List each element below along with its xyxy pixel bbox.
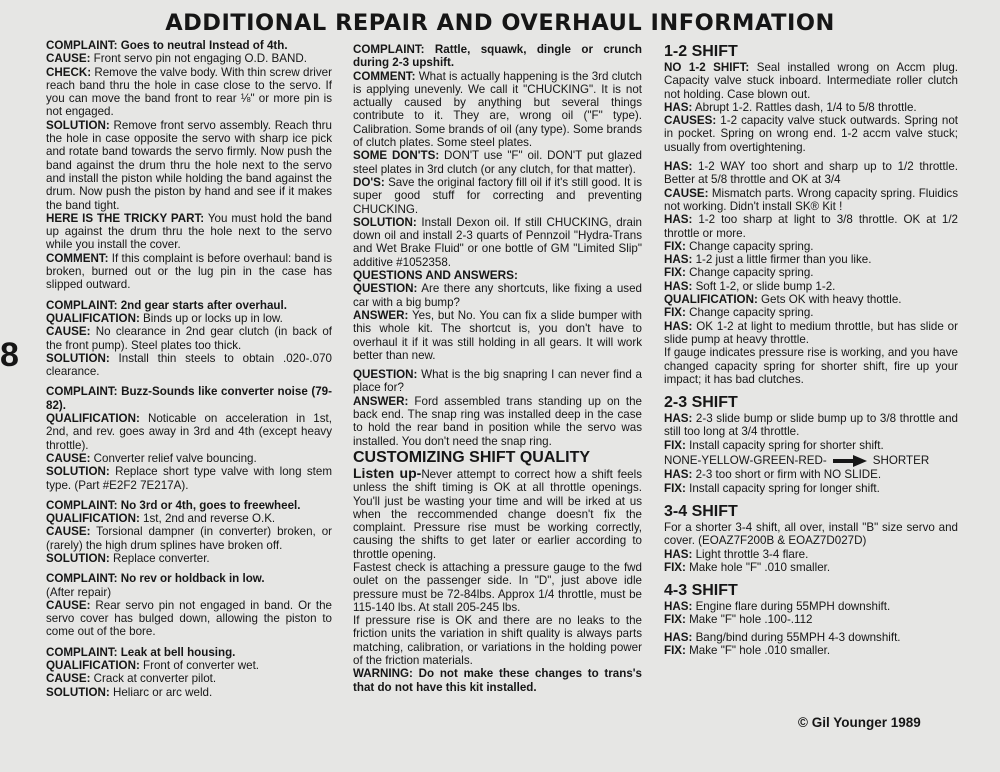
- fix-line: [664, 240, 958, 253]
- qualification-label: QUALIFICATION:: [46, 512, 140, 526]
- fix-line: [664, 644, 958, 657]
- fix-line: [664, 482, 958, 495]
- has-line: [664, 412, 958, 439]
- complaint-rattle-block: [353, 43, 642, 269]
- tricky-part-text: You must hold the band up against the drum thru the hole next to the servo while you install the cover.: [46, 211, 332, 252]
- complaint-line: [46, 572, 332, 585]
- has-line: [664, 280, 958, 293]
- solution-text: Replace converter.: [109, 551, 210, 565]
- answer-line: [353, 395, 642, 448]
- has-line: [664, 631, 958, 644]
- cause-line: [46, 52, 332, 65]
- complaint-line: [46, 39, 332, 52]
- check-line: [46, 66, 332, 119]
- complaint-text: Leak at bell housing.: [117, 645, 236, 659]
- item-text: Change capacity spring.: [685, 239, 814, 253]
- qualification-line: [46, 512, 332, 525]
- cause-line: [46, 452, 332, 465]
- comment-label: COMMENT:: [46, 251, 109, 265]
- item-label: QUALIFICATION:: [664, 293, 758, 307]
- complaint-text: 2nd gear starts after overhaul.: [117, 298, 287, 312]
- cause-line: [46, 672, 332, 685]
- comment-line: [353, 70, 642, 150]
- qualification-label: QUALIFICATION:: [46, 311, 140, 325]
- solution-label: SOLUTION:: [46, 118, 110, 132]
- solution-line: [46, 352, 332, 379]
- check-text: Remove the valve body. With thin screw driver reach band thru the hole in case close to the servo. If you can move the band front to rear ⅛" or more pin is not engaged.: [46, 65, 332, 119]
- item-label: HAS:: [664, 253, 693, 267]
- after-repair-note: (After repair): [46, 585, 112, 599]
- cause-label: CAUSE:: [46, 672, 91, 686]
- item-label: HAS:: [664, 100, 693, 114]
- item-text: Bang/bind during 55MPH 4-3 downshift.: [692, 630, 901, 644]
- qualification-line: [664, 293, 958, 306]
- shift-3-4-block: [664, 521, 958, 574]
- item-label: HAS:: [664, 412, 693, 426]
- cause-label: CAUSE:: [46, 52, 91, 66]
- fix-line: [664, 439, 958, 452]
- complaint-text: No 3rd or 4th, goes to freewheel.: [117, 498, 301, 512]
- item-text: Change capacity spring.: [685, 266, 814, 280]
- item-label: FIX:: [664, 266, 686, 280]
- cause-line: [46, 325, 332, 352]
- item-text: Gets OK with heavy thottle.: [757, 293, 902, 307]
- check-label: CHECK:: [46, 65, 92, 79]
- solution-text: Install Dexon oil. If still CHUCKING, drain down oil and install 2-3 quarts of Pennzoil "Hydra-Trans and Wet Brake Fluid" or one bottle of GM "Limited Slip" additive #1052358.: [353, 215, 642, 269]
- cause-line: [46, 599, 332, 639]
- question-text: What is the big snapring I can never find a place for?: [353, 368, 642, 395]
- item-label: HAS:: [664, 319, 693, 333]
- comment-text: If this complaint is before overhaul: band is broken, burned out or the lug pin in the case has slipped outward.: [46, 251, 332, 292]
- item-label: HAS:: [664, 547, 693, 561]
- copyright-notice: © Gil Younger 1989: [798, 715, 921, 730]
- answer-text: Ford assembled trans standing up on the back end. The snap ring was installed deep in the case to hold the rear band in position while the servo was installed. You don't need the snap ring.: [353, 394, 642, 448]
- question-line: [353, 368, 642, 395]
- cause-text: No clearance in 2nd gear clutch (in back of the front pump). Steel plates too thick.: [46, 325, 332, 352]
- cause-line: [46, 525, 332, 552]
- tricky-part-line: [46, 212, 332, 252]
- spring-color-scale: [664, 454, 958, 467]
- listen-up-paragraph: [353, 464, 642, 561]
- pressure-rise-paragraph: If pressure rise is OK and there are no leaks to the friction units the variation in shift quality is always parts matching, calibration, or variations in the holding power of the friction materials.: [353, 614, 642, 668]
- comment-text: What is actually happening is the 3rd clutch is applying unevenly. We call it "CHUCKING". It is not actually caused by anything but several things contribute to it. They are, wrong oil ("F" type). Calibration. Some brands of oil (any type). Some brands of clutch plates. Some steel plates.: [353, 69, 642, 150]
- item-label: CAUSE:: [664, 186, 709, 200]
- item-text: Make hole "F" .010 smaller.: [685, 560, 831, 574]
- solution-label: SOLUTION:: [46, 465, 110, 479]
- question-label: QUESTION:: [353, 282, 418, 296]
- no-shift-line: [664, 61, 958, 101]
- arrow-right-icon: [833, 455, 867, 467]
- item-text: Soft 1-2, or slide bump 1-2.: [692, 279, 836, 293]
- has-line: [664, 548, 958, 561]
- complaint-line: [46, 385, 332, 412]
- complaint-leak-block: [46, 646, 332, 699]
- complaint-line: [46, 646, 332, 659]
- question-text: Are there any shortcuts, like fixing a used car with a big bump?: [353, 282, 642, 309]
- customizing-block: [353, 464, 642, 694]
- question-label: QUESTION:: [353, 368, 418, 382]
- item-text: Mismatch parts. Wrong capacity spring. Fluidics not working. Didn't install SK® Kit !: [664, 186, 958, 213]
- complaint-neutral-block: [46, 39, 332, 292]
- cause-label: CAUSE:: [46, 525, 91, 539]
- complaint-text: Goes to neutral Instead of 4th.: [117, 39, 288, 52]
- customizing-shift-quality-heading: CUSTOMIZING SHIFT QUALITY: [353, 448, 591, 466]
- gauge-note: If gauge indicates pressure rise is working, and you have changed capacity spring for shorter shift, fire up your impact; it has bad clutches.: [664, 346, 958, 386]
- complaint-label: COMPLAINT:: [46, 385, 118, 399]
- answer-line: [353, 309, 642, 362]
- has-line: [664, 600, 958, 613]
- answer-label: ANSWER:: [353, 308, 409, 322]
- qualification-line: [46, 412, 332, 452]
- answer-label: ANSWER:: [353, 394, 409, 408]
- complaint-label: COMPLAINT:: [353, 43, 425, 56]
- warning-line: [353, 667, 642, 694]
- page-title: ADDITIONAL REPAIR AND OVERHAUL INFORMATION: [165, 10, 835, 36]
- comment-label: COMMENT:: [353, 69, 416, 83]
- item-text: 1-2 just a little firmer than you like.: [692, 253, 872, 267]
- cause-label: CAUSE:: [46, 325, 91, 339]
- item-label: FIX:: [664, 560, 686, 574]
- has-line: [664, 320, 958, 347]
- qualification-line: [46, 312, 332, 325]
- listen-up-lead: Listen up-: [353, 464, 422, 481]
- shift-2-3-block: [664, 412, 958, 495]
- causes-line: [664, 114, 958, 154]
- right-column: [664, 43, 958, 657]
- fastest-check-paragraph: Fastest check is attaching a pressure gauge to the fwd oulet on the passenger side. In "D", just above idle pressure must be 72-84lbs. Approx 1/4 throttle, must be 115-140 lbs. At stall 205-245 lbs.: [353, 560, 642, 614]
- item-label: FIX:: [664, 613, 686, 627]
- complaint-line: [46, 499, 332, 512]
- dos-text: Save the original factory fill oil if it's still good. It is super good stuff for correcting and preventing CHUCKING.: [353, 175, 642, 216]
- complaint-2nd-gear-block: [46, 299, 332, 379]
- listen-up-text: Never attempt to correct how a shift feels unless the shift timing is OK at all throttle openings. You'll just be wasting your time and will be irked at us when the reccommended change doesn't fix the complaint. Pressure rise must be working correctly, causing the shifts to get later or earlier according to throttle opening.: [353, 467, 642, 561]
- solution-line: [353, 216, 642, 269]
- qualification-text: Noticable on acceleration in 1st, 2nd, and rev. goes away in 3rd and 4th (except heavy throttle).: [46, 412, 332, 452]
- cause-text: Torsional dampner (in converter) broken, or (rarely) the high drum splines have broken off.: [46, 525, 332, 552]
- cause-text: Front servo pin not engaging O.D. BAND.: [90, 52, 307, 66]
- left-column: [46, 39, 332, 706]
- solution-line: [46, 119, 332, 212]
- complaint-label: COMPLAINT:: [46, 645, 118, 659]
- item-text: 1-2 too sharp at light to 3/8 throttle. OK at 1/2 throttle or more.: [664, 213, 958, 240]
- fix-line: [664, 613, 958, 626]
- shorter-label: SHORTER: [872, 454, 930, 468]
- warning-label: WARNING:: [353, 667, 413, 681]
- cause-text: Rear servo pin not engaged in band. Or the servo cover has bulged down, allowing the piston to come out of the bore.: [46, 598, 332, 639]
- item-label: HAS:: [664, 160, 693, 174]
- shift-1-2-heading: 1-2 SHIFT: [664, 43, 738, 60]
- shift-2-3-heading: 2-3 SHIFT: [664, 394, 738, 412]
- questions-answers-block: [353, 282, 642, 448]
- item-text: Engine flare during 55MPH downshift.: [692, 600, 891, 614]
- solution-label: SOLUTION:: [46, 551, 110, 565]
- qualification-text: Front of converter wet.: [139, 659, 260, 673]
- question-line: [353, 282, 642, 309]
- complaint-line: [46, 299, 332, 312]
- fix-line: [664, 306, 958, 319]
- item-label: HAS:: [664, 213, 693, 227]
- page-number: 8: [0, 336, 19, 374]
- solution-text: Install thin steels to obtain .020-.070 clearance.: [46, 351, 332, 379]
- item-label: FIX:: [664, 239, 686, 253]
- donts-label: SOME DON'TS:: [353, 149, 440, 163]
- shift-4-3-heading: 4-3 SHIFT: [664, 582, 738, 600]
- item-label: FIX:: [664, 438, 686, 452]
- item-text: 1-2 capacity valve stuck outwards. Spring not in pocket. Spring on wrong end. 1-2 accm valve stuck; usually from overtightening.: [664, 114, 958, 154]
- shift-3-4-heading: 3-4 SHIFT: [664, 502, 738, 520]
- answer-text: Yes, but No. You can fix a slide bumper with this whole kit. The shortcut is, you don't have to overhaul it if it was still holding in all gears. It will work better than new.: [353, 308, 642, 362]
- donts-text: DON'T use "F" oil. DON'T put glazed steel plates in 3rd clutch (or any clutch, for that matter).: [353, 149, 642, 176]
- complaint-freewheel-block: [46, 499, 332, 565]
- complaint-label: COMPLAINT:: [46, 572, 118, 586]
- dos-line: [353, 176, 642, 216]
- solution-text: Remove front servo assembly. Reach thru the hole in case opposite the servo with sharp ice pick and rotate band towards the servo firmly. Now push the band against the drum thru the hole next to the servo and install the piston while holding the band against the drum. Now push the piston by hand and see if it makes the band tight.: [46, 118, 332, 212]
- item-label: HAS:: [664, 600, 693, 614]
- item-text: 2-3 slide bump or slide bump up to 3/8 throttle and still too long at 3/4 throttle.: [664, 412, 958, 439]
- qualification-label: QUALIFICATION:: [46, 659, 140, 673]
- tricky-part-label: HERE IS THE TRICKY PART:: [46, 211, 205, 225]
- solution-label: SOLUTION:: [353, 215, 417, 229]
- item-label: FIX:: [664, 306, 686, 320]
- item-label: CAUSES:: [664, 114, 717, 128]
- servo-note: For a shorter 3-4 shift, all over, install "B" size servo and cover. (EOAZ7F200B & EOAZ7D027D): [664, 520, 958, 548]
- item-text: Make "F" hole .100-.112: [685, 613, 813, 627]
- qualification-text: Binds up or locks up in low.: [139, 311, 283, 325]
- questions-answers-heading: QUESTIONS AND ANSWERS:: [353, 268, 518, 283]
- has-line: [664, 468, 958, 481]
- shift-1-2-block: [664, 61, 958, 386]
- has-line: [664, 253, 958, 266]
- fix-line: [664, 266, 958, 279]
- item-text: Make "F" hole .010 smaller.: [685, 643, 831, 657]
- complaint-label: COMPLAINT:: [46, 498, 118, 512]
- solution-line: [46, 686, 332, 699]
- cause-text: Converter relief valve bouncing.: [90, 451, 257, 465]
- shift-4-3-block: [664, 600, 958, 657]
- complaint-label: COMPLAINT:: [46, 39, 118, 52]
- has-line: [664, 160, 958, 187]
- fix-line: [664, 561, 958, 574]
- item-text: Change capacity spring.: [685, 306, 814, 320]
- complaint-text: Rattle, squawk, dingle or crunch during 2-3 upshift.: [353, 43, 642, 70]
- item-text: Light throttle 3-4 flare.: [692, 547, 809, 561]
- complaint-label: COMPLAINT:: [46, 298, 118, 312]
- item-label: HAS:: [664, 468, 693, 482]
- complaint-buzz-block: [46, 385, 332, 491]
- item-label: HAS:: [664, 279, 693, 293]
- complaint-text: Buzz-Sounds like converter noise (79-82).: [46, 385, 332, 412]
- solution-text: Replace short type valve with long stem type. (Part #E2F2 7E217A).: [46, 465, 332, 492]
- complaint-no-rev-block: [46, 572, 332, 638]
- solution-text: Heliarc or arc weld.: [109, 685, 213, 699]
- cause-label: CAUSE:: [46, 598, 91, 612]
- donts-line: [353, 149, 642, 176]
- comment-line: [46, 252, 332, 292]
- complaint-line: [353, 43, 642, 70]
- item-text: OK 1-2 at light to medium throttle, but has slide or slide pump at heavy throttle.: [664, 319, 958, 346]
- dos-label: DO'S:: [353, 175, 385, 189]
- item-label: FIX:: [664, 643, 686, 657]
- qualification-label: QUALIFICATION:: [46, 412, 140, 426]
- item-text: Seal installed wrong on Accm plug. Capacity valve stuck inboard. Intermediate roller clutch not holding. Case blown out.: [664, 61, 958, 101]
- solution-label: SOLUTION:: [46, 685, 110, 699]
- cause-line: [664, 187, 958, 214]
- has-line: [664, 213, 958, 240]
- item-text: 1-2 WAY too short and sharp up to 1/2 throttle. Better at 5/8 throttle and OK at 3/4: [664, 160, 958, 187]
- item-text: 2-3 too short or firm with NO SLIDE.: [692, 468, 882, 482]
- item-text: Install capacity spring for shorter shift.: [685, 438, 884, 452]
- has-line: [664, 101, 958, 114]
- complaint-text: No rev or holdback in low.: [117, 572, 265, 586]
- qualification-line: [46, 659, 332, 672]
- cause-label: CAUSE:: [46, 451, 91, 465]
- item-label: NO 1-2 SHIFT:: [664, 61, 750, 74]
- solution-line: [46, 552, 332, 565]
- item-text: Install capacity spring for longer shift.: [685, 481, 880, 495]
- spring-color-sequence: NONE-YELLOW-GREEN-RED-: [664, 454, 827, 468]
- warning-text: Do not make these changes to trans's that do not have this kit installed.: [353, 667, 642, 694]
- qualification-text: 1st, 2nd and reverse O.K.: [139, 512, 276, 526]
- middle-column: [353, 43, 642, 694]
- solution-label: SOLUTION:: [46, 351, 110, 365]
- item-text: Abrupt 1-2. Rattles dash, 1/4 to 5/8 throttle.: [692, 100, 917, 114]
- solution-line: [46, 465, 332, 492]
- item-label: FIX:: [664, 481, 686, 495]
- cause-text: Crack at converter pilot.: [90, 672, 217, 686]
- item-label: HAS:: [664, 630, 693, 644]
